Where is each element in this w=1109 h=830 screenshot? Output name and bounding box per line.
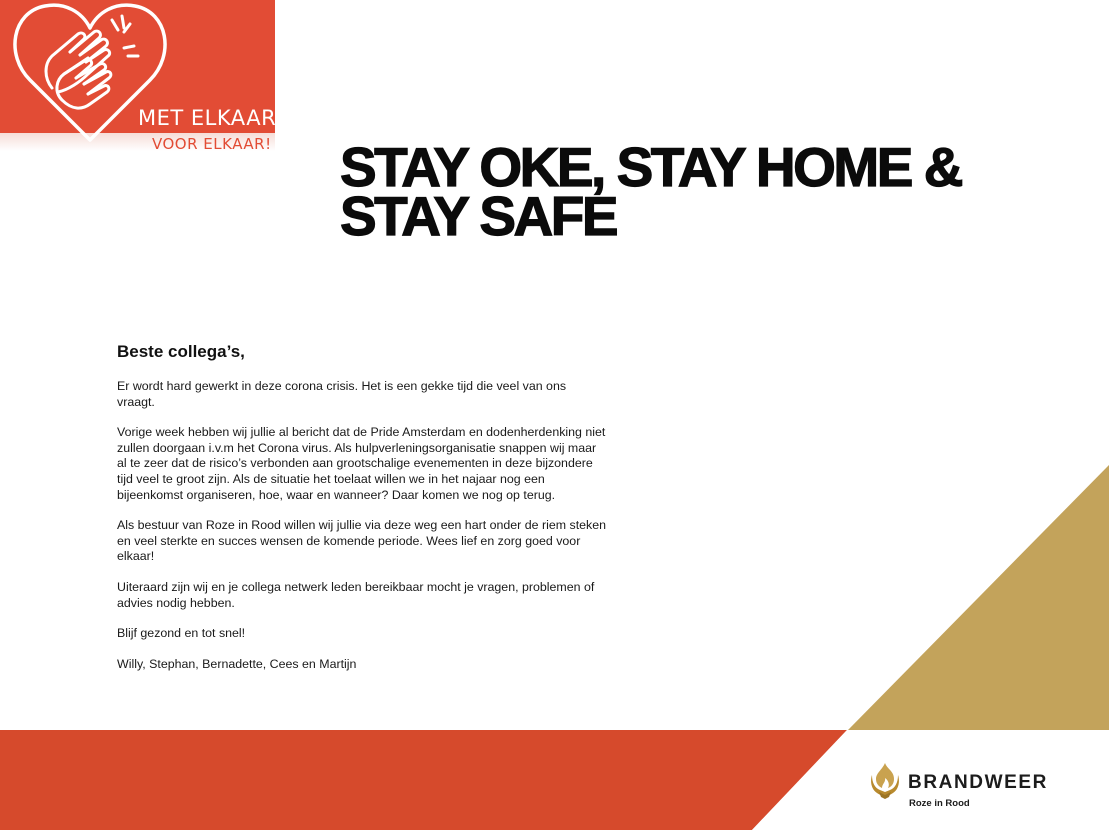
brandweer-name: BRANDWEER — [908, 772, 1049, 793]
gold-triangle — [848, 465, 1109, 730]
brandweer-flame-emblem-icon — [868, 761, 902, 801]
paragraph: Vorige week hebben wij jullie al bericht dat de Pride Amsterdam en dodenherdenking niet zullen doorgaan i.v.m het Corona virus. Als hulpverleningsorganisatie snappen wij maar al te zeer dat de risico’s verbonden aan grootschalige evenementen in deze bijzondere tijd veel te groot zijn. Als de situatie het toelaat willen we in het najaar nog een bijeenkomst organiseren, hoe, waar en wanneer? Daar komen we nog op terug. — [117, 425, 606, 502]
brandweer-subtitle: Roze in Rood — [909, 798, 970, 809]
paragraph: Uiteraard zijn wij en je collega netwerk leden bereikbaar mocht je vragen, problemen of advies nodig hebben. — [117, 579, 595, 610]
paragraph: Blijf gezond en tot snel! — [117, 626, 246, 641]
paragraph: Er wordt hard gewerkt in deze corona crisis. Het is een gekke tijd die veel van ons vraagt. — [117, 379, 567, 409]
page-title — [340, 136, 1060, 247]
white-diagonal-stripe — [752, 730, 860, 830]
met-elkaar-logo — [0, 0, 277, 153]
salutation: Beste collega’s, — [117, 342, 245, 361]
paragraph: Als bestuur van Roze in Rood willen wij jullie via deze weg een hart onder de riem steken en veel sterkte en succes wensen de komende periode. Wees lief en zorg goed voor elkaar! — [117, 518, 607, 564]
red-bottom-band — [0, 730, 847, 830]
signature: Willy, Stephan, Bernadette, Cees en Martijn — [117, 656, 357, 671]
title-line-2: STAY SAFE — [340, 185, 617, 247]
brandweer-logo — [868, 760, 1068, 812]
logo-text-voor-elkaar: VOOR ELKAAR! — [152, 135, 272, 153]
title-line-1: STAY OKE, STAY HOME & — [340, 136, 961, 198]
letter-body — [117, 342, 607, 687]
logo-text-met-elkaar: MET ELKAAR — [138, 106, 277, 130]
